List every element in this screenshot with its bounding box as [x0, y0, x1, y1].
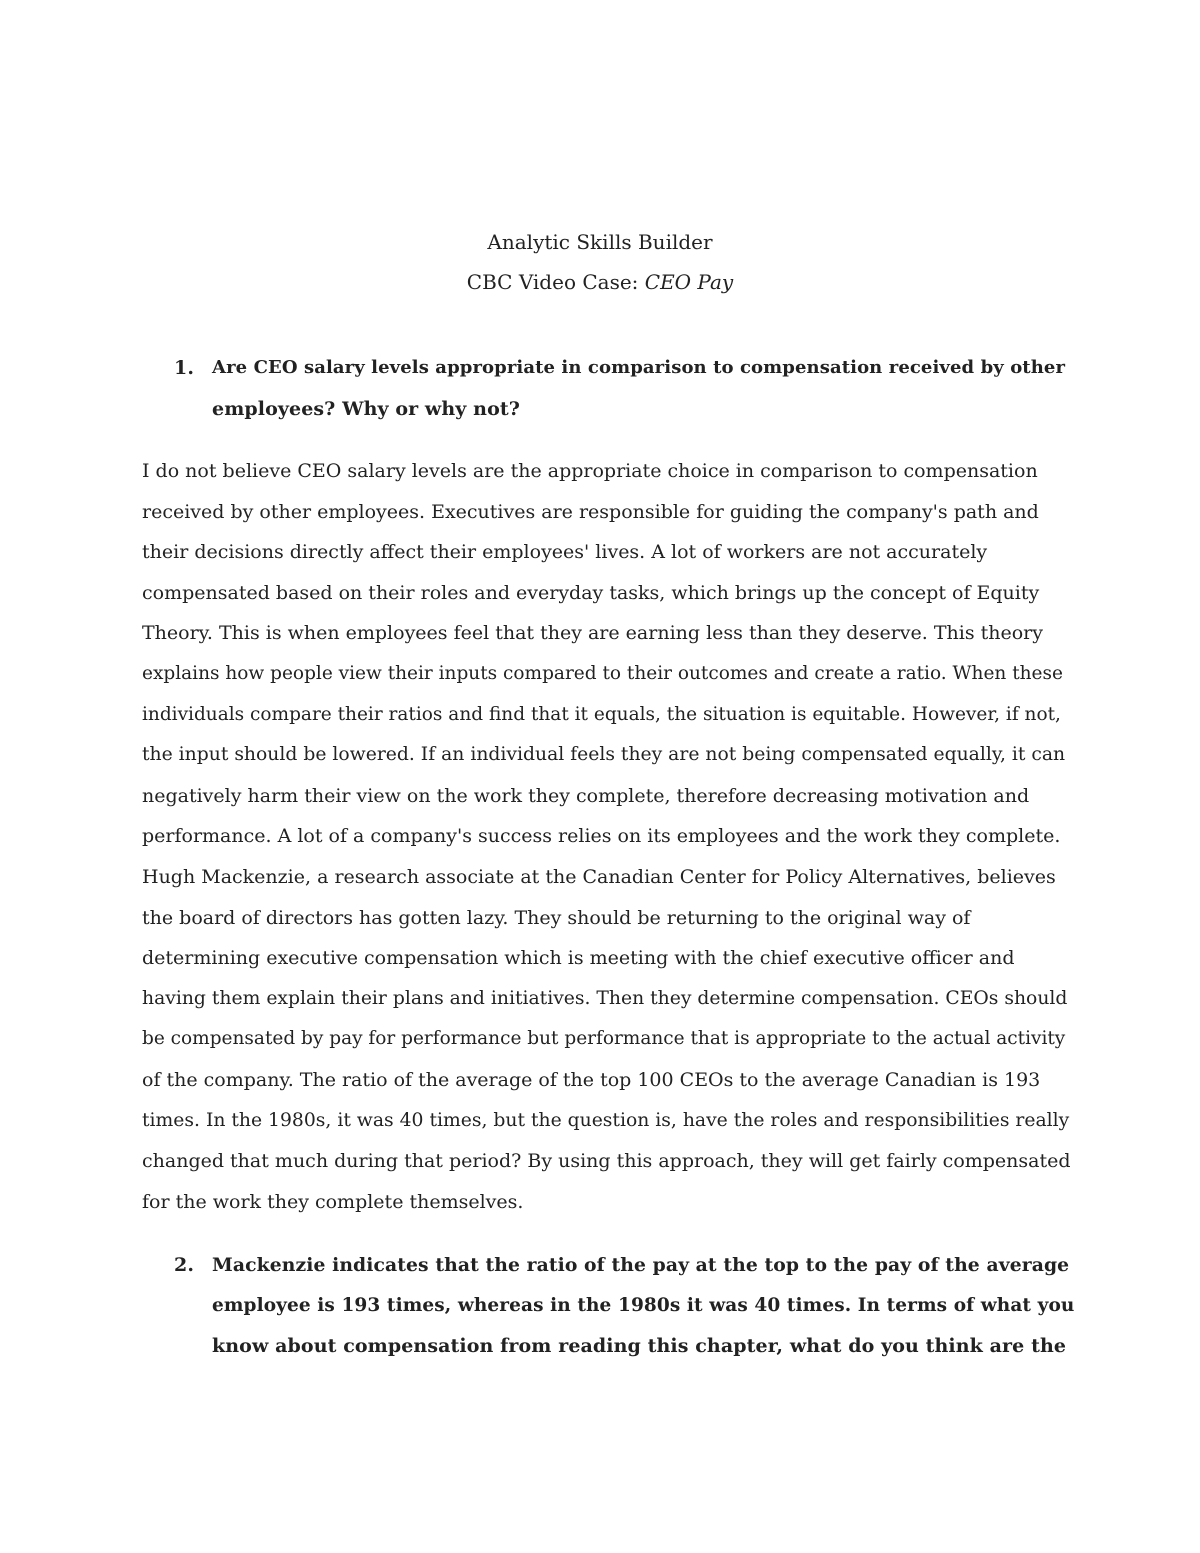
question-2 — [174, 1245, 1074, 1367]
answer-line: times. In the 1980s, it was 40 times, but the question is, have the roles and responsibilities really — [142, 1109, 1070, 1131]
question-number: 1. — [174, 357, 195, 379]
answer-line: the board of directors has gotten lazy. They should be returning to the original way of — [142, 906, 971, 929]
document-title — [0, 222, 1200, 302]
answer-line: Hugh Mackenzie, a research associate at the Canadian Center for Policy Alternatives, believes — [142, 865, 1056, 888]
title-case-prefix: CBC Video Case: — [466, 270, 645, 294]
question-line: employee is 193 times, whereas in the 1980s it was 40 times. In terms of what you — [212, 1294, 1075, 1316]
answer-1 — [142, 451, 1072, 1222]
answer-line: individuals compare their ratios and find that it equals, the situation is equitable. However, if not, — [142, 703, 1061, 725]
title-case-name: CEO Pay — [644, 270, 734, 294]
answer-line: Theory. This is when employees feel that they are earning less than they deserve. This theory — [142, 622, 1043, 645]
question-line: Are CEO salary levels appropriate in comparison to compensation received by other — [212, 357, 1066, 378]
answer-line: of the company. The ratio of the average of the top 100 CEOs to the average Canadian is 193 — [142, 1068, 1041, 1091]
answer-line: compensated based on their roles and everyday tasks, which brings up the concept of Equity — [142, 581, 1040, 604]
answer-line: received by other employees. Executives are responsible for guiding the company's path and — [142, 500, 1039, 523]
answer-line: having them explain their plans and initiatives. Then they determine compensation. CEOs should — [142, 987, 1068, 1009]
answer-line: the input should be lowered. If an individual feels they are not being compensated equally, it can — [142, 744, 1066, 766]
question-text — [174, 348, 1074, 429]
answer-line: changed that much during that period? By using this approach, they will get fairly compensated — [142, 1150, 1071, 1173]
question-line: employees? Why or why not? — [212, 397, 520, 420]
answer-line: explains how people view their inputs compared to their outcomes and create a ratio. When these — [142, 662, 1063, 684]
question-line: know about compensation from reading this chapter, what do you think are the — [212, 1335, 1067, 1357]
question-number: 2. — [174, 1254, 195, 1276]
answer-line: I do not believe CEO salary levels are the appropriate choice in comparison to compensation — [142, 460, 1038, 482]
title-line-2 — [0, 262, 1200, 302]
answer-line: be compensated by pay for performance but performance that is appropriate to the actual activity — [142, 1028, 1066, 1050]
title-line-1: Analytic Skills Builder — [487, 230, 713, 254]
answer-line: their decisions directly affect their employees' lives. A lot of workers are not accurately — [142, 541, 988, 564]
answer-line: performance. A lot of a company's success relies on its employees and the work they complete. — [142, 825, 1061, 848]
answer-line: for the work they complete themselves. — [142, 1190, 524, 1213]
question-text — [174, 1245, 1074, 1367]
answer-line: determining executive compensation which is meeting with the chief executive officer and — [142, 947, 1015, 970]
question-1 — [174, 348, 1074, 429]
question-line: Mackenzie indicates that the ratio of the pay at the top to the pay of the average — [212, 1254, 1070, 1276]
answer-line: negatively harm their view on the work they complete, therefore decreasing motivation and — [142, 784, 1030, 807]
